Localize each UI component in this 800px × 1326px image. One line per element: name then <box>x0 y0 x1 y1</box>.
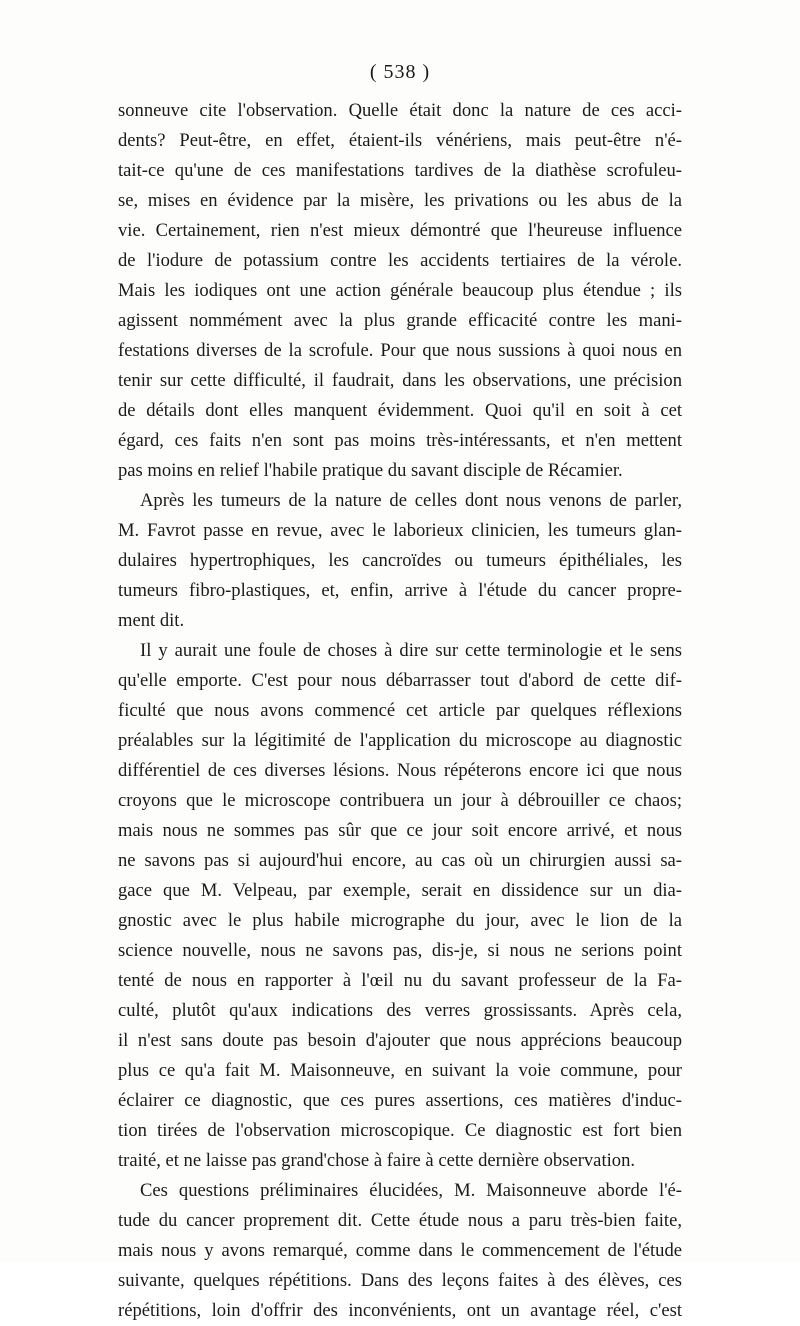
text-line: pas moins en relief l'habile pratique du savant disciple de Récamier. <box>118 460 623 481</box>
text-line: tenir sur cette difficulté, il faudrait, dans les observations, une précision <box>118 370 682 391</box>
text-line: M. Favrot passe en revue, avec le laborieux clinicien, les tumeurs glan- <box>118 520 682 541</box>
paragraph <box>118 96 682 486</box>
text-line: ne savons pas si aujourd'hui encore, au cas où un chirurgien aussi sa- <box>118 850 682 871</box>
text-line: différentiel de ces diverses lésions. Nous répéterons encore ici que nous <box>118 760 682 781</box>
text-line: gnostic avec le plus habile micrographe du jour, avec le lion de la <box>118 910 682 931</box>
text-line: mais nous ne sommes pas sûr que ce jour soit encore arrivé, et nous <box>118 820 682 841</box>
text-line: tude du cancer proprement dit. Cette étude nous a paru très-bien faite, <box>118 1210 682 1231</box>
text-line: agissent nommément avec la plus grande efficacité contre les mani- <box>118 310 682 331</box>
text-line: tion tirées de l'observation microscopique. Ce diagnostic est fort bien <box>118 1120 682 1141</box>
text-line: tenté de nous en rapporter à l'œil nu du savant professeur de la Fa- <box>118 970 682 991</box>
text-line: tumeurs fibro-plastiques, et, enfin, arrive à l'étude du cancer propre- <box>118 580 682 601</box>
text-line: ficulté que nous avons commencé cet article par quelques réflexions <box>118 700 682 721</box>
text-line: suivante, quelques répétitions. Dans des leçons faites à des élèves, ces <box>118 1270 682 1291</box>
text-line: égard, ces faits n'en sont pas moins très-intéressants, et n'en mettent <box>118 430 682 451</box>
body-text <box>118 96 682 1326</box>
paragraph <box>118 636 682 1176</box>
text-line: éclairer ce diagnostic, que ces pures assertions, ces matières d'induc- <box>118 1090 682 1111</box>
text-line: de détails dont elles manquent évidemment. Quoi qu'il en soit à cet <box>118 400 682 421</box>
text-line: plus ce qu'a fait M. Maisonneuve, en suivant la voie commune, pour <box>118 1060 682 1081</box>
text-line: vie. Certainement, rien n'est mieux démontré que l'heureuse influence <box>118 220 682 241</box>
text-line: culté, plutôt qu'aux indications des verres grossissants. Après cela, <box>118 1000 682 1021</box>
text-line: Il y aurait une foule de choses à dire sur cette terminologie et le sens <box>140 640 682 661</box>
text-line: qu'elle emporte. C'est pour nous débarrasser tout d'abord de cette dif- <box>118 670 682 691</box>
text-line: sonneuve cite l'observation. Quelle était donc la nature de ces acci- <box>118 100 682 121</box>
page-number: ( 538 ) <box>369 61 431 83</box>
text-line: Après les tumeurs de la nature de celles dont nous venons de parler, <box>140 490 682 511</box>
text-line: dulaires hypertrophiques, les cancroïdes ou tumeurs épithéliales, les <box>118 550 682 571</box>
text-line: dents? Peut-être, en effet, étaient-ils vénériens, mais peut-être n'é- <box>118 130 682 151</box>
text-line: science nouvelle, nous ne savons pas, dis-je, si nous ne serions point <box>118 940 682 961</box>
text-line: préalables sur la légitimité de l'application du microscope au diagnostic <box>118 730 682 751</box>
text-line: gace que M. Velpeau, par exemple, serait en dissidence sur un dia- <box>118 880 682 901</box>
paragraph <box>118 1176 682 1326</box>
text-line: traité, et ne laisse pas grand'chose à faire à cette dernière observation. <box>118 1150 636 1171</box>
paragraph <box>118 486 682 636</box>
text-line: se, mises en évidence par la misère, les privations ou les abus de la <box>118 190 682 211</box>
text-line: croyons que le microscope contribuera un jour à débrouiller ce chaos; <box>118 790 682 811</box>
text-line: répétitions, loin d'offrir des inconvénients, ont un avantage réel, c'est <box>118 1300 682 1321</box>
text-line: il n'est sans doute pas besoin d'ajouter que nous apprécions beaucoup <box>118 1030 682 1051</box>
text-line: tait-ce qu'une de ces manifestations tardives de la diathèse scrofuleu- <box>118 160 682 181</box>
text-line: ment dit. <box>118 610 185 631</box>
text-line: festations diverses de la scrofule. Pour que nous sussions à quoi nous en <box>118 340 682 361</box>
text-line: mais nous y avons remarqué, comme dans le commencement de l'étude <box>118 1240 682 1261</box>
text-line: Mais les iodiques ont une action générale beaucoup plus étendue ; ils <box>118 280 682 301</box>
text-line: de l'iodure de potassium contre les accidents tertiaires de la vérole. <box>118 250 682 271</box>
text-line: Ces questions préliminaires élucidées, M. Maisonneuve aborde l'é- <box>140 1180 682 1201</box>
